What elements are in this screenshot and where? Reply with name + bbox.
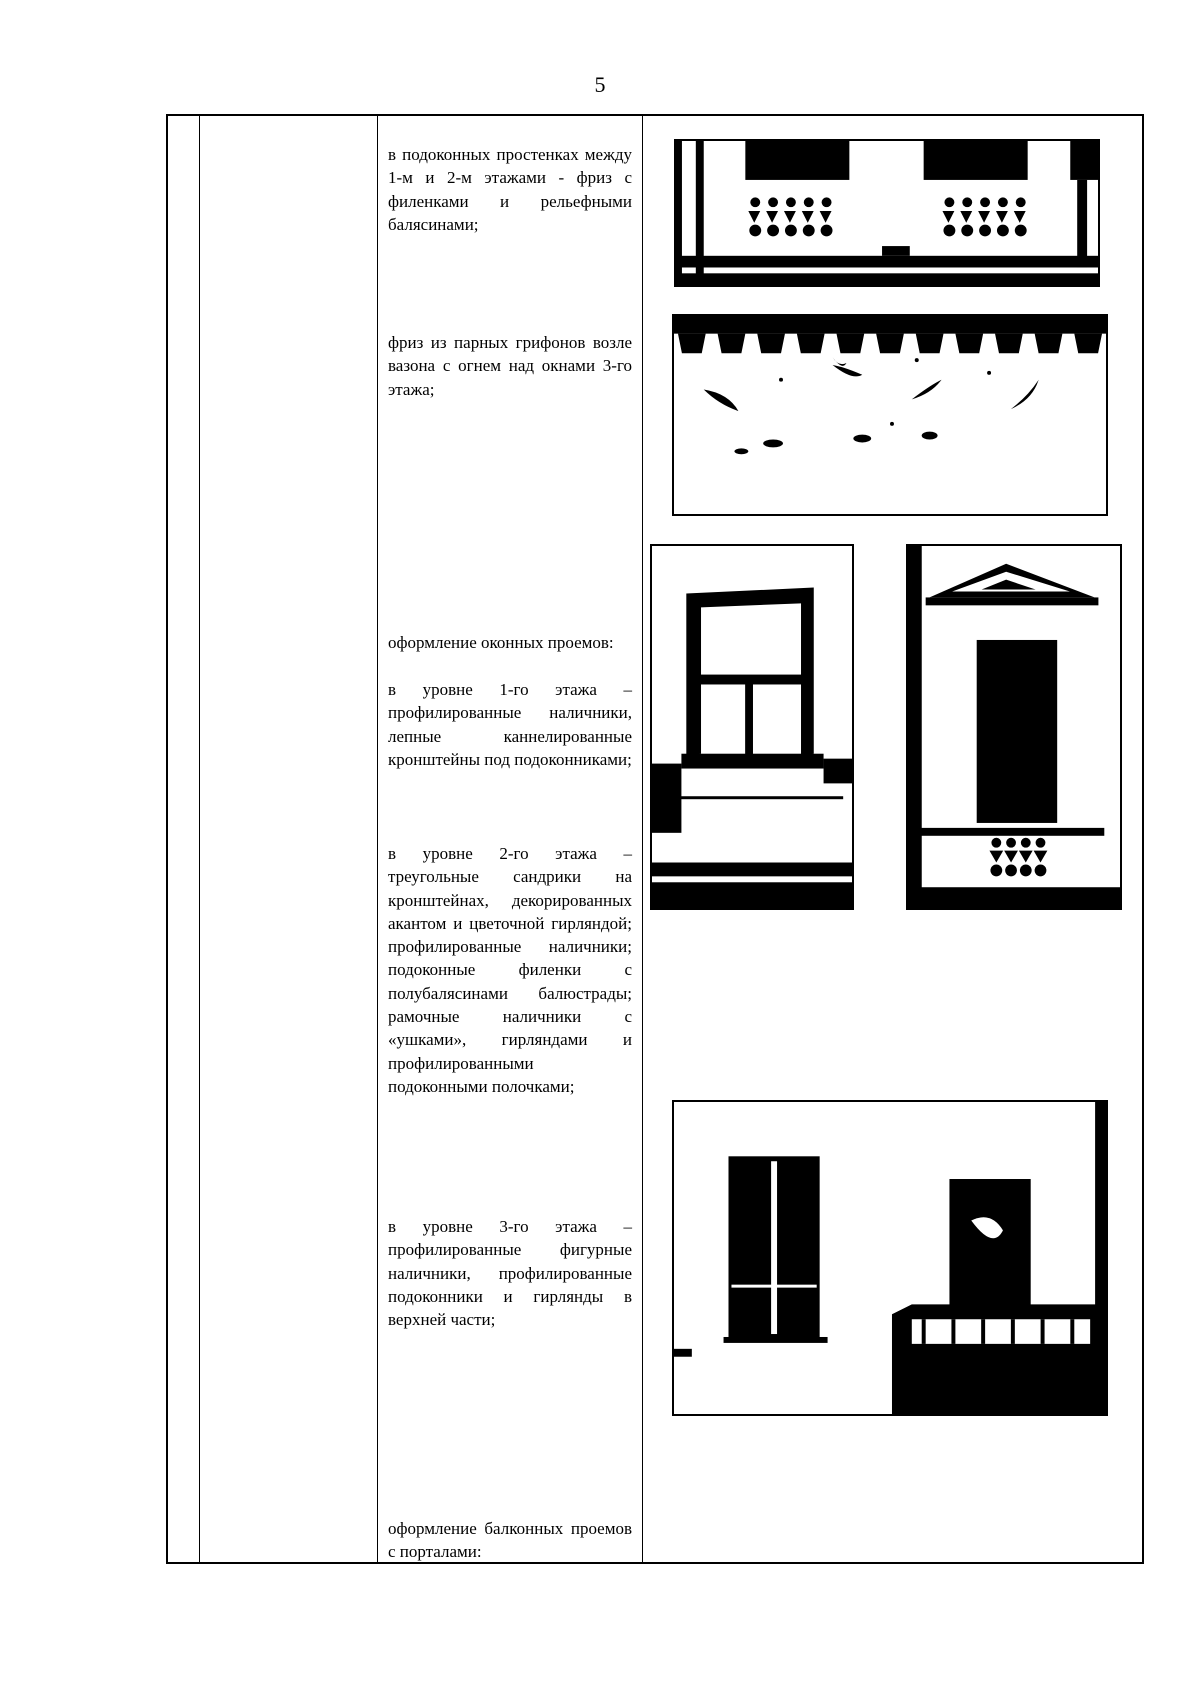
- description-window-openings: оформление оконных проемов:: [388, 633, 614, 652]
- description-frieze-balusters: в подоконных простенках между 1-м и 2-м этажами - фриз с филенками и рельефными балясинами;: [388, 145, 632, 234]
- windows-balcony-icon: [674, 1102, 1106, 1414]
- column-divider: [642, 116, 643, 1562]
- griffin-frieze-photo: [672, 314, 1108, 516]
- window-frame-icon: [652, 546, 852, 908]
- page-number: 5: [594, 72, 606, 97]
- griffin-frieze-icon: [674, 316, 1106, 514]
- second-floor-window-photo: [906, 544, 1122, 910]
- description-first-floor: в уровне 1-го этажа – профилированные наличники, лепные каннелированные кронштейны под подоконниками;: [388, 680, 632, 769]
- description-second-floor: в уровне 2-го этажа – треугольные сандрики на кронштейнах, декорированных акантом и цветочной гирляндой; профилированные наличники; подоконные филенки с полубалясинами балюстрады; рамочные наличники с «ушками», гирляндами и профилированными подоконными полочками;: [388, 844, 632, 1096]
- column-divider: [377, 116, 378, 1562]
- third-floor-windows-photo: [672, 1100, 1108, 1416]
- description-balcony-openings: оформление балконных проемов с порталами:: [388, 1519, 632, 1562]
- frieze-balusters-photo: [674, 139, 1100, 287]
- first-floor-window-photo: [650, 544, 854, 910]
- pediment-window-icon: [908, 546, 1120, 908]
- frieze-balusters-icon: [676, 141, 1098, 285]
- description-third-floor: в уровне 3-го этажа – профилированные фигурные наличники, профилированные подоконники и гирлянды в верхней части;: [388, 1217, 632, 1330]
- column-divider: [199, 116, 200, 1562]
- description-griffin-frieze: фриз из парных грифонов возле вазона с огнем над окнами 3-го этажа;: [388, 333, 632, 399]
